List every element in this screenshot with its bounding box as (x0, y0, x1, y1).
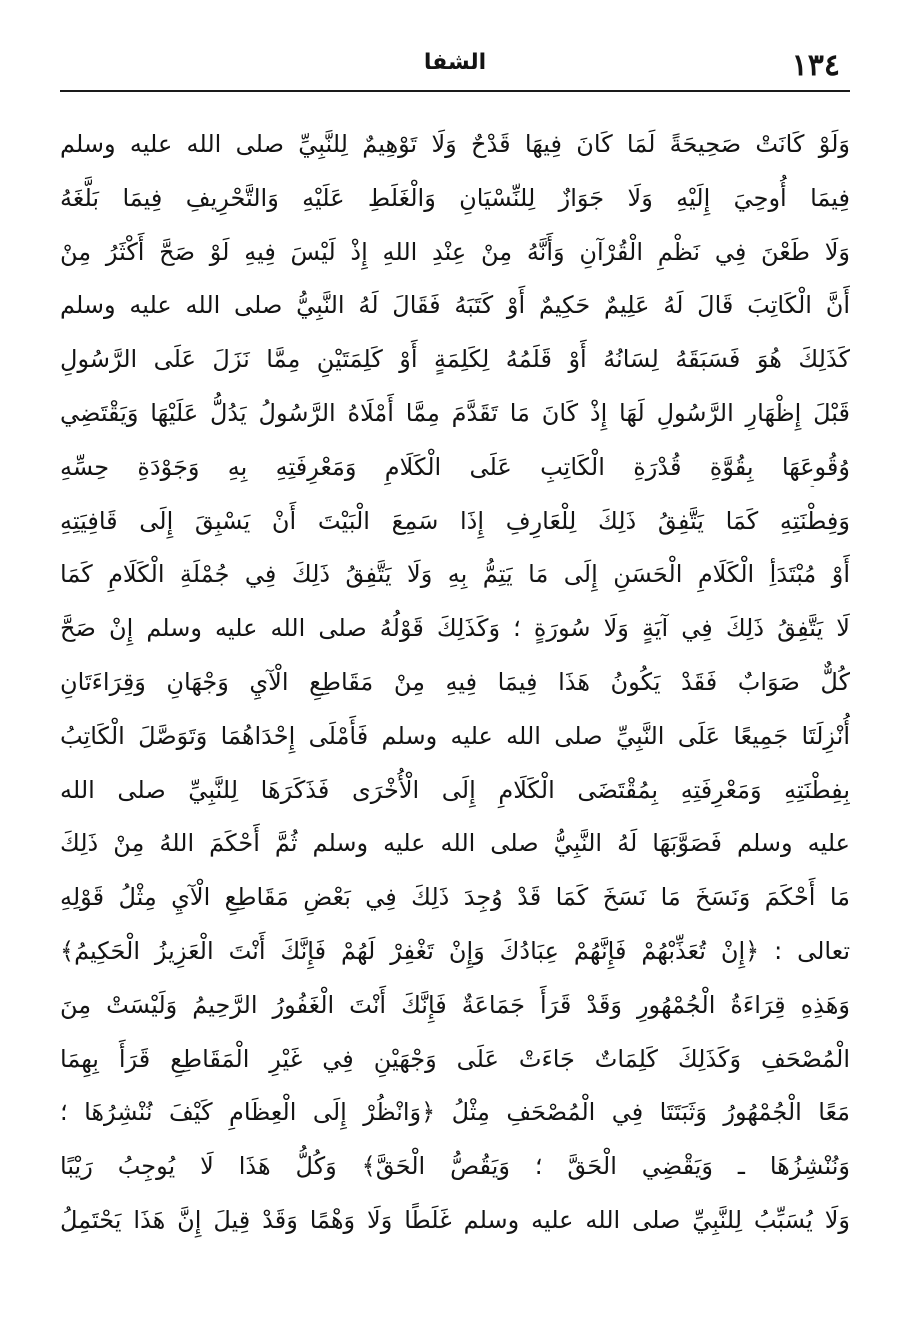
text-line: وَلَا يُسَبِّبُ لِلنَّبِيِّ صلى الله عليه وسلم غَلَطًا وَلَا وَهْمًا وَقَدْ قِيلَ إِنَّ هَذَا يَحْتَمِلُ (60, 1205, 850, 1234)
text-line: أَنَّ الْكَاتِبَ قَالَ لَهُ عَلِيمٌ حَكِيمٌ أَوْ كَتَبَهُ فَقَالَ لَهُ النَّبِيُّ صلى الله عليه وسلم (60, 291, 850, 320)
text-line: وَفِطْنَتِهِ كَمَا يَتَّفِقُ ذَلِكَ لِلْعَارِفِ إِذَا سَمِعَ الْبَيْتَ أَنْ يَسْبِقَ إِلَى قَافِيَتِهِ (60, 506, 850, 535)
text-line: مَا أَحْكَمَ وَنَسَخَ مَا نَسَخَ كَمَا قَدْ وُجِدَ ذَلِكَ فِي بَعْضِ مَقَاطِعِ الْآيِ مِثْلُ قَوْلِهِ (60, 883, 850, 912)
page-number: ١٣٤ (791, 48, 840, 83)
text-line: وَهَذِهِ قِرَاءَةُ الْجُمْهُورِ وَقَدْ قَرَأَ جَمَاعَةٌ فَإِنَّكَ أَنْتَ الْغَفُورُ الرَّحِيمُ وَلَيْسَتْ مِنَ (60, 990, 850, 1019)
text-line: مَعًا الْجُمْهُورُ وَثَبَتَتَا فِي الْمُصْحَفِ مِثْلُ ﴿وَانْظُرْ إِلَى الْعِظَامِ كَيْفَ نُنْشِرُهَا ؛ (60, 1098, 850, 1127)
text-line: قَبْلَ إِظْهَارِ الرَّسُولِ لَهَا إِذْ كَانَ مَا تَقَدَّمَ مِمَّا أَمْلَاهُ الرَّسُولُ يَدُلُّ عَلَيْهَا وَيَقْتَضِي (60, 398, 850, 427)
text-line: الْمُصْحَفِ وَكَذَلِكَ كَلِمَاتٌ جَاءَتْ عَلَى وَجْهَيْنِ فِي غَيْرِ الْمَقَاطِعِ قَرَأَ بِهِمَا (60, 1044, 850, 1073)
text-line: وَنُنْشِزُهَا ـ وَيَقْضِي الْحَقَّ ؛ وَيَقُصُّ الْحَقَّ﴾ وَكُلُّ هَذَا لَا يُوجِبُ رَيْبًا (60, 1152, 850, 1181)
text-line: وَلَوْ كَانَتْ صَحِيحَةً لَمَا كَانَ فِيهَا قَدْحٌ وَلَا تَوْهِيمٌ لِلنَّبِيِّ صلى الله عليه وسلم (60, 130, 850, 158)
text-line: فِيمَا أُوحِيَ إِلَيْهِ وَلَا جَوَازٌ لِلنِّسْيَانِ وَالْغَلَطِ عَلَيْهِ وَالتَّحْرِيفِ فِيمَا بَلَّغَهُ (60, 183, 850, 212)
text-line: لَا يَتَّفِقُ ذَلِكَ فِي آيَةٍ وَلَا سُورَةٍ ؛ وَكَذَلِكَ قَوْلُهُ صلى الله عليه وسلم إِنْ صَحَّ (60, 614, 850, 643)
text-line: أَوْ مُبْتَدَأِ الْكَلَامِ الْحَسَنِ إِلَى مَا يَتِمُّ بِهِ وَلَا يَتَّفِقُ ذَلِكَ فِي جُمْلَةِ الْكَلَامِ كَمَا (60, 560, 850, 589)
text-line: وُقُوعَهَا بِقُوَّةِ قُدْرَةِ الْكَاتِبِ عَلَى الْكَلَامِ وَمَعْرِفَتِهِ بِهِ وَجَوْدَةِ حِسِّهِ (60, 452, 850, 481)
text-line: كُلٌّ صَوَابٌ فَقَدْ يَكُونُ هَذَا فِيمَا فِيهِ مِنْ مَقَاطِعِ الْآيِ وَجْهَانِ وَقِرَاءَتَانِ (60, 667, 850, 696)
body-text (60, 118, 850, 1248)
text-line: بِفِطْنَتِهِ وَمَعْرِفَتِهِ بِمُقْتَضَى الْكَلَامِ إِلَى الْأُخْرَى فَذَكَرَهَا لِلنَّبِيِّ صلى الله (60, 775, 850, 804)
running-title: الشفا (423, 50, 487, 75)
margin-tick-mark: - (810, 478, 815, 494)
text-line: كَذَلِكَ هُوَ فَسَبَقَهُ لِسَانُهُ أَوْ قَلَمُهُ لِكَلِمَةٍ أَوْ كَلِمَتَيْنِ مِمَّا نَزَلَ عَلَى الرَّسُولِ (60, 345, 850, 374)
page-header (60, 40, 850, 92)
text-line: وَلَا طَعْنَ فِي نَظْمِ الْقُرْآنِ وَأَنَّهُ مِنْ عِنْدِ اللهِ إِذْ لَيْسَ فِيهِ لَوْ صَحَّ أَكْثَرُ مِنْ (60, 237, 850, 266)
text-line: أُنْزِلَتَا جَمِيعًا عَلَى النَّبِيِّ صلى الله عليه وسلم فَأَمْلَى إِحْدَاهُمَا وَتَوَصَّلَ الْكَاتِبُ (60, 721, 850, 750)
header-divider (60, 90, 850, 92)
text-line: تعالى : ﴿إِنْ تُعَذِّبْهُمْ فَإِنَّهُمْ عِبَادُكَ وَإِنْ تَغْفِرْ لَهُمْ فَإِنَّكَ أَنْتَ الْعَزِيزُ الْحَكِيمُ﴾ (60, 936, 850, 965)
text-line: عليه وسلم فَصَوَّبَهَا لَهُ النَّبِيُّ صلى الله عليه وسلم ثُمَّ أَحْكَمَ اللهُ مِنْ ذَلِكَ (60, 829, 850, 858)
